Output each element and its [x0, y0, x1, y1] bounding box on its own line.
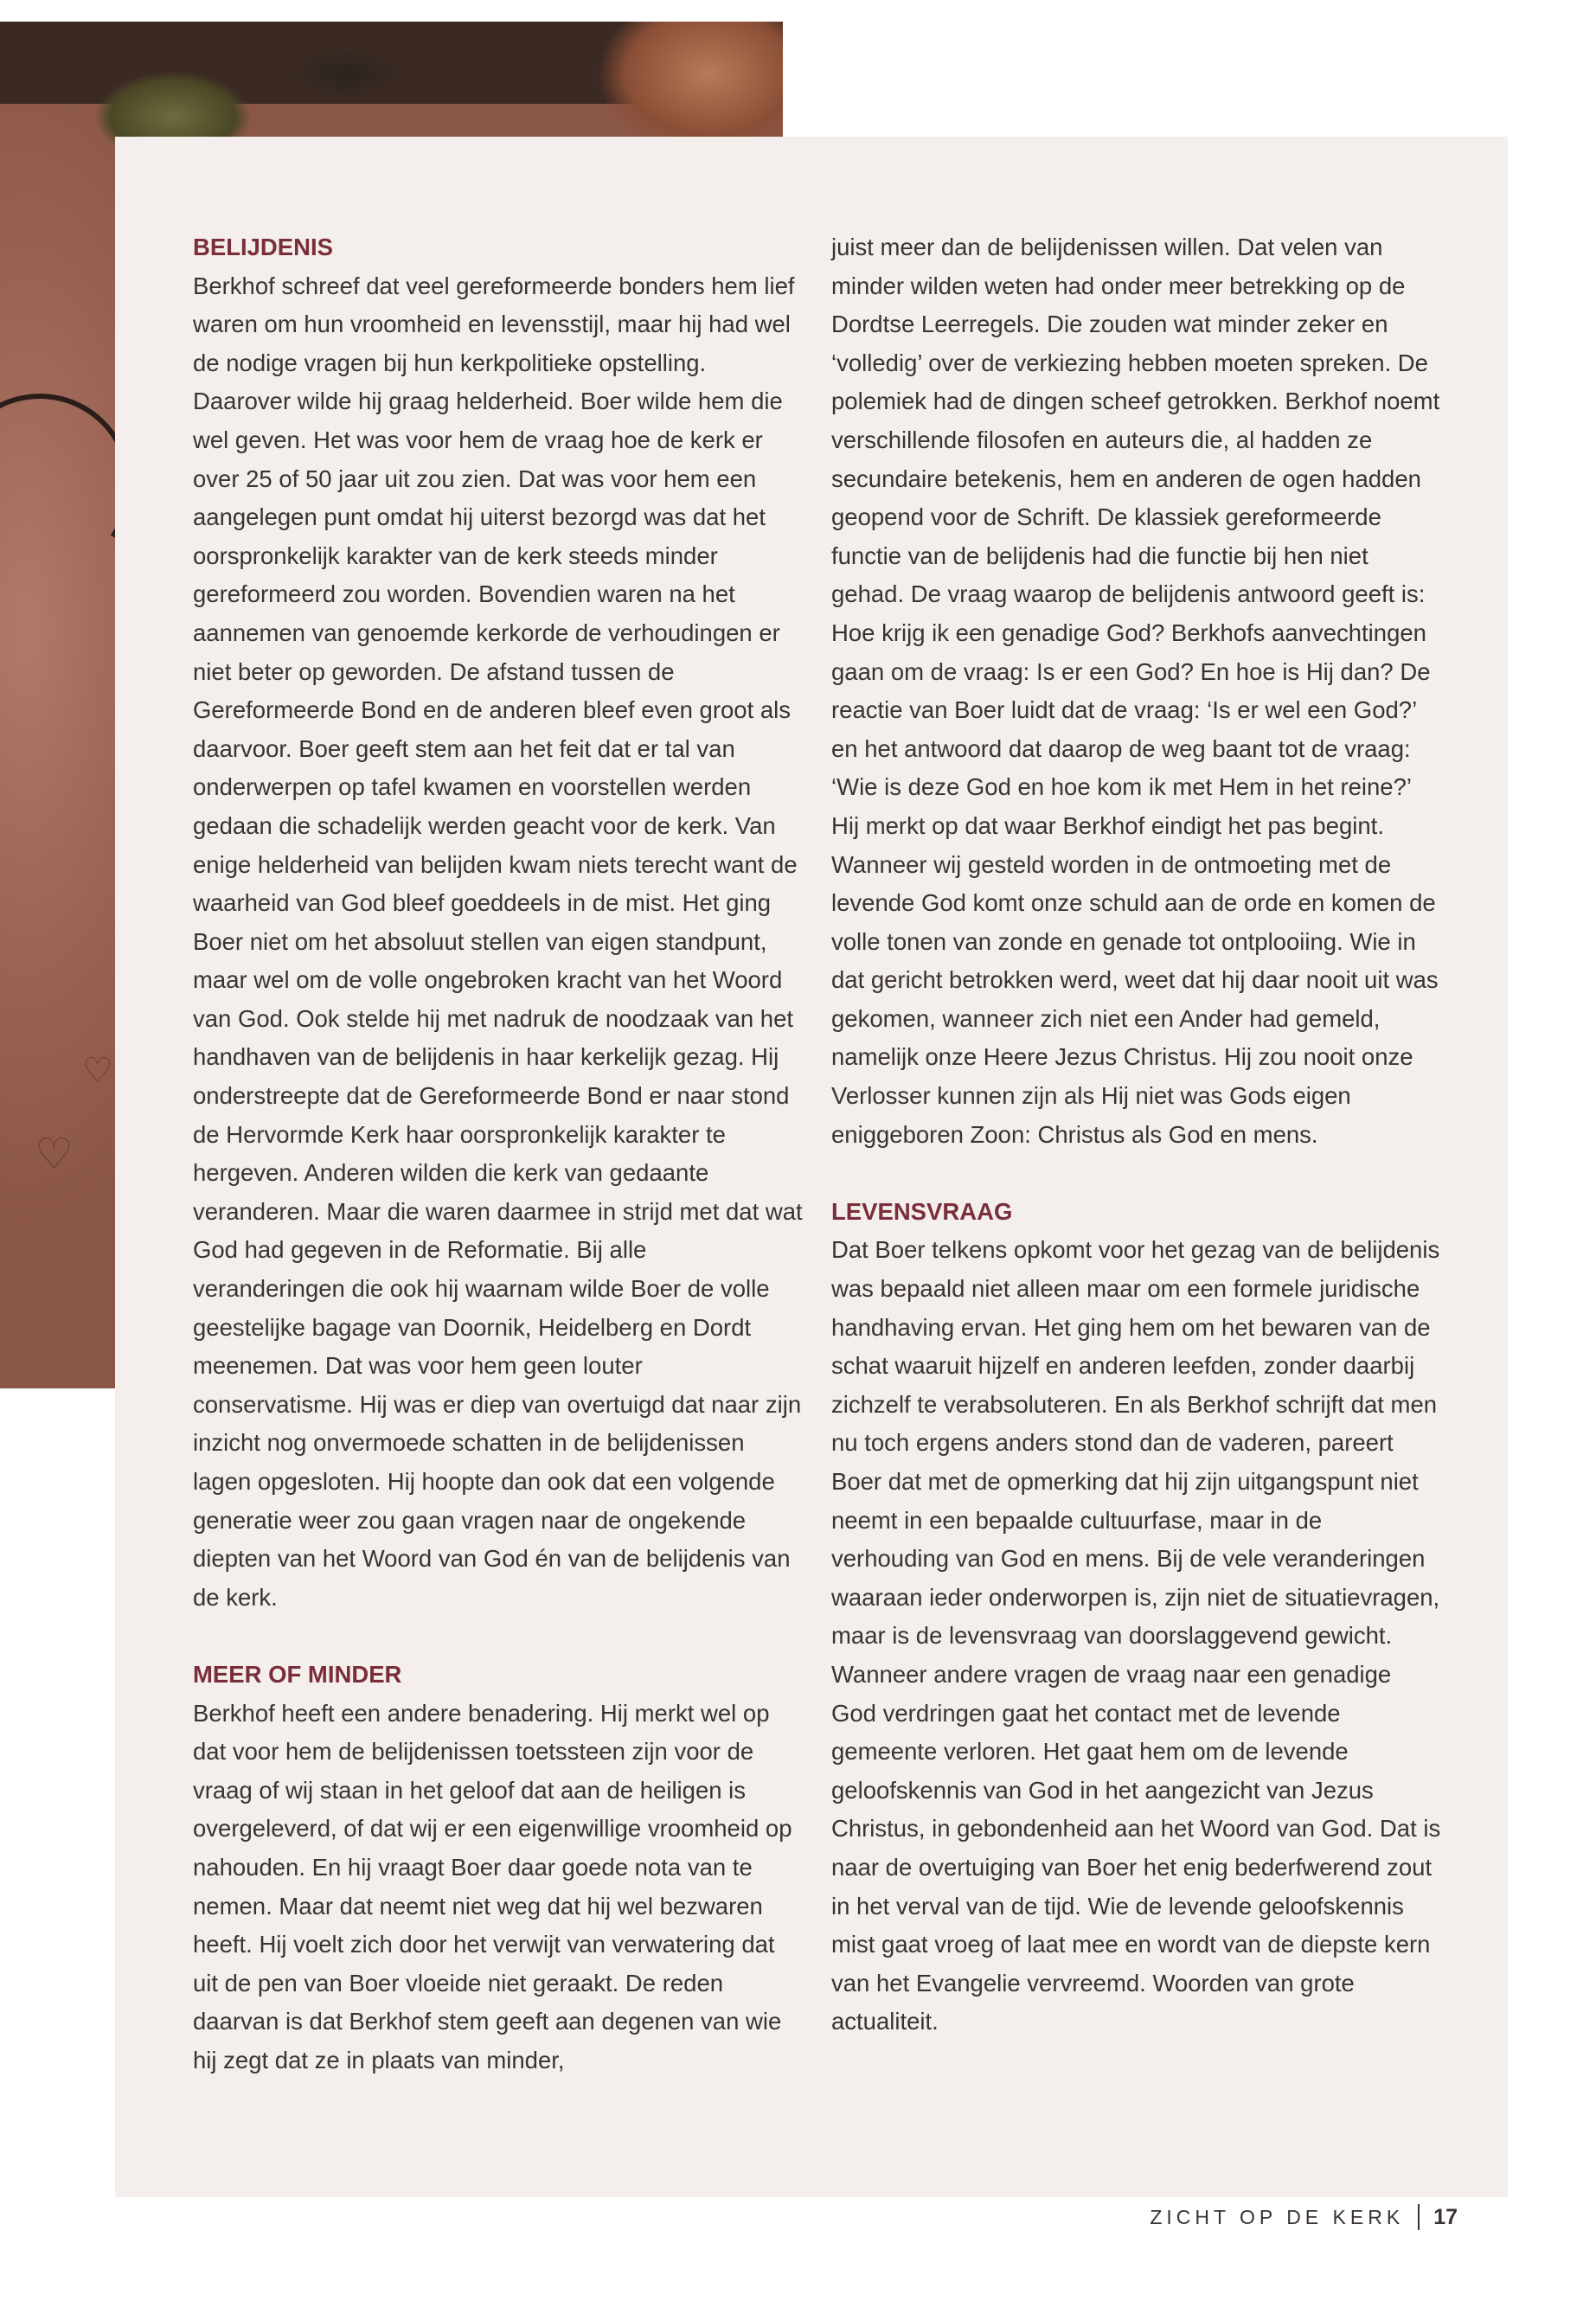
magazine-title: ZICHT OP DE KERK — [1150, 2205, 1405, 2228]
article-column-right — [831, 228, 1441, 2041]
section-heading-levensvraag: LEVENSVRAAG — [831, 1197, 1013, 1225]
article-column-left — [193, 228, 803, 2080]
section-heading-meer-of-minder: MEER OF MINDER — [193, 1660, 402, 1688]
paragraph: juist meer dan de belijdenissen willen. Dat velen van minder wilden weten had onder meer betrekking op de Dordtse Leerregels. Die zouden wat minder zeker en ‘volledig’ over de verkiezing hebben moeten spreken. De polemiek had de dingen scheef getrokken. Berkhof noemt verschillende filosofen en auteurs die, al hadden ze secundaire betekenis, hem en anderen de ogen hadden geopend voor de Schrift. De klassiek gereformeerde functie van de belijdenis had die functie bij hen niet gehad. De vraag waarop de belijdenis antwoord geeft is: Hoe krijg ik een genadige God? Berkhofs aanvechtingen gaan om de vraag: Is er een God? En hoe is Hij dan? De reactie van Boer luidt dat de vraag: ‘Is er wel een God?’ en het antwoord dat daarop de weg baant tot de vraag: ‘Wie is deze God en hoe kom ik met Hem in het reine?’ Hij merkt op dat waar Berkhof eindigt het pas begint. Wanneer wij gesteld worden in de ontmoeting met de levende God komt onze schuld aan de orde en komen de volle tonen van zonde en genade tot ontplooiing. Wie in dat gericht betrokken werd, weet dat hij daar nooit uit was gekomen, wanneer zich niet een Ander had gemeld, namelijk onze Heere Jezus Christus. Hij zou nooit onze Verlosser kunnen zijn als Hij niet was Gods eigen eniggeboren Zoon: Christus als God en mens. — [831, 234, 1440, 1148]
paragraph: Dat Boer telkens opkomt voor het gezag van de belijdenis was bepaald niet alleen maar om een formele juridische handhaving ervan. Het ging hem om het bewaren van de schat waaruit hijzelf en anderen leefden, zonder daarbij zichzelf te verabsoluteren. En als Berkhof schrijft dat men nu toch ergens anders stond dan de vaderen, pareert Boer dat met de opmerking dat hij zijn uitgangspunt niet neemt in een bepaalde cultuurfase, maar in de verhouding van God en mens. Bij de vele veranderingen waaraan ieder onderworpen is, zijn niet de situatievragen, maar is de levensvraag van doorslaggevend gewicht. Wanneer andere vragen de vraag naar een genadige God verdringen gaat het contact met de levende gemeente verloren. Het gaat hem om de levende geloofskennis van God in het aangezicht van Jezus Christus, in gebondenheid aan het Woord van God. Dat is naar de overtuiging van Boer het enig bederfwerend zout in het verval van de tijd. Wie de levende geloofskennis mist gaat vroeg of laat mee en wordt van de diepste kern van het Evangelie vervreemd. Woorden van grote actualiteit. — [831, 1236, 1441, 2035]
footer-divider — [1418, 2204, 1420, 2230]
paragraph: Berkhof schreef dat veel gereformeerde bonders hem lief waren om hun vroomheid en levensstijl, maar hij had wel de nodige vragen bij hun kerkpolitieke opstelling. Daarover wilde hij graag helderheid. Boer wilde hem die wel geven. Het was voor hem de vraag hoe de kerk er over 25 of 50 jaar uit zou zien. Dat was voor hem een aangelegen punt omdat hij uiterst bezorgd was dat het oorspronkelijk karakter van de kerk steeds minder gereformeerd zou worden. Bovendien waren na het aannemen van genoemde kerkorde de verhoudingen er niet beter op geworden. De afstand tussen de Gereformeerde Bond en de anderen bleef even groot als daarvoor. Boer geeft stem aan het feit dat er tal van onderwerpen op tafel kwamen en voorstellen werden gedaan die schadelijk werden geacht voor de kerk. Van enige helderheid van belijden kwam niets terecht want de waarheid van God bleef goeddeels in de mist. Het ging Boer niet om het absoluut stellen van eigen standpunt, maar wel om de volle ongebroken kracht van het Woord van God. Ook stelde hij met nadruk de noodzaak van het handhaven van de belijdenis in haar kerkelijk gezag. Hij onderstreepte dat de Gereformeerde Bond er naar stond de Hervormde Kerk haar oorspronkelijk karakter te hergeven. Anderen wilden die kerk van gedaante veranderen. Maar die waren daarmee in strijd met dat wat God had gegeven in de Reformatie. Bij alle veranderingen die ook hij waarnam wilde Boer de volle geestelijke bagage van Doornik, Heidelberg en Dordt meenemen. Dat was voor hem geen louter conservatisme. Hij was er diep van overtuigd dat naar zijn inzicht nog onvermoede schatten in de belijdenissen lagen opgesloten. Hij hoopte dan ook dat een volgende generatie weer zou gaan vragen naar de ongekende diepten van het Woord van God én van de belijdenis van de kerk. — [193, 272, 803, 1611]
heart-icon: ♡ — [82, 1052, 113, 1090]
paragraph: Berkhof heeft een andere benadering. Hij merkt wel op dat voor hem de belijdenissen toetssteen zijn voor de vraag of wij staan in het geloof dat aan de heiligen is overgeleverd, of dat wij er een eigenwillige vroomheid op nahouden. En hij vraagt Boer daar goede nota van te nemen. Maar dat neemt niet weg dat hij wel bezwaren heeft. Hij voelt zich door het verwijt van verwatering dat uit de pen van Boer vloeide niet geraakt. De reden daarvan is dat Berkhof stem geeft aan degenen van wie hij zegt dat ze in plaats van minder, — [193, 1699, 792, 2073]
article-panel — [115, 137, 1508, 2197]
heart-icon: ♡ — [35, 1130, 74, 1178]
section-heading-belijdenis: BELIJDENIS — [193, 234, 333, 260]
page-number: 17 — [1433, 2204, 1458, 2229]
page-footer — [1150, 2200, 1458, 2234]
